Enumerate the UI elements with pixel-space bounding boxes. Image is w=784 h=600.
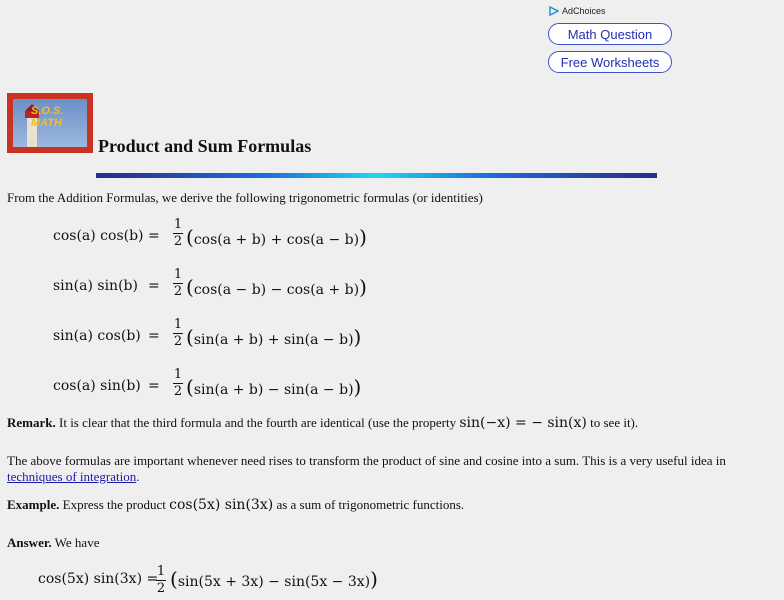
fraction-half [173,318,183,349]
formula-lhs: cos(a) sin(b) [53,378,141,394]
fraction-denominator: 2 [173,384,183,399]
fraction-half [173,368,183,399]
fraction-denominator: 2 [156,581,166,596]
answer-rhs: (sin(5x + 3x) − sin(5x − 3x)) [170,567,378,591]
adchoices-icon [549,6,559,16]
remark-label: Remark. [7,415,56,430]
formula-equals: = [148,328,160,344]
formula-equals: = [148,378,160,394]
fraction-numerator: 1 [173,217,183,232]
sosmath-logo[interactable] [7,93,93,153]
fraction-denominator: 2 [173,334,183,349]
integration-after: . [136,469,140,484]
fraction-numerator: 1 [173,267,183,282]
example-after: as a sum of trigonometric functions. [273,497,465,512]
example-paragraph [7,497,779,513]
fraction-half [173,218,183,249]
title-divider [96,173,657,178]
remark-math: sin(−x) = − sin(x) [459,415,587,431]
formula-lhs: sin(a) cos(b) [53,328,141,344]
fraction-half [173,268,183,299]
free-worksheets-button[interactable]: Free Worksheets [548,51,672,73]
formula-rhs: (cos(a − b) − cos(a + b)) [186,275,367,299]
intro-text: From the Addition Formulas, we derive the following trigonometric formulas (or identities) [7,190,483,205]
example-math: cos(5x) sin(3x) [169,497,274,513]
answer-text: We have [51,535,100,550]
formula-row [53,218,453,258]
integration-paragraph [7,453,779,485]
formula-lhs: cos(a) cos(b) [53,228,144,244]
remark-paragraph [7,415,779,431]
example-text: Express the product [59,497,170,512]
math-question-button[interactable]: Math Question [548,23,672,45]
answer-formula [38,565,438,600]
fraction-denominator: 2 [173,284,183,299]
example-label: Example. [7,497,60,512]
integration-text: The above formulas are important whenever need rises to transform the product of sine and cosine into a sum. This is a very useful idea in [7,453,726,468]
formula-row [53,318,453,358]
adchoices-label: AdChoices [562,6,606,16]
remark-after: to see it). [586,415,639,430]
fraction-numerator: 1 [173,317,183,332]
formula-row [53,368,453,408]
formula-equals: = [148,278,160,294]
formula-equals: = [148,228,160,244]
formula-rhs: (cos(a + b) + cos(a − b)) [186,225,367,249]
fraction-denominator: 2 [173,234,183,249]
answer-label: Answer. [7,535,52,550]
adchoices-badge[interactable] [549,6,606,16]
fraction-half [156,565,166,596]
formula-row [53,268,453,308]
remark-text: It is clear that the third formula and the fourth are identical (use the property [55,415,460,430]
page-title: Product and Sum Formulas [98,136,312,156]
logo-text: S.O.S. MATH [31,105,64,129]
fraction-numerator: 1 [156,564,166,579]
answer-paragraph [7,535,779,551]
techniques-of-integration-link[interactable]: techniques of integration [7,469,137,484]
answer-lhs: cos(5x) sin(3x) = [38,571,159,587]
formula-rhs: (sin(a + b) + sin(a − b)) [186,325,362,349]
formula-rhs: (sin(a + b) − sin(a − b)) [186,375,362,399]
formula-lhs: sin(a) sin(b) [53,278,138,294]
fraction-numerator: 1 [173,367,183,382]
